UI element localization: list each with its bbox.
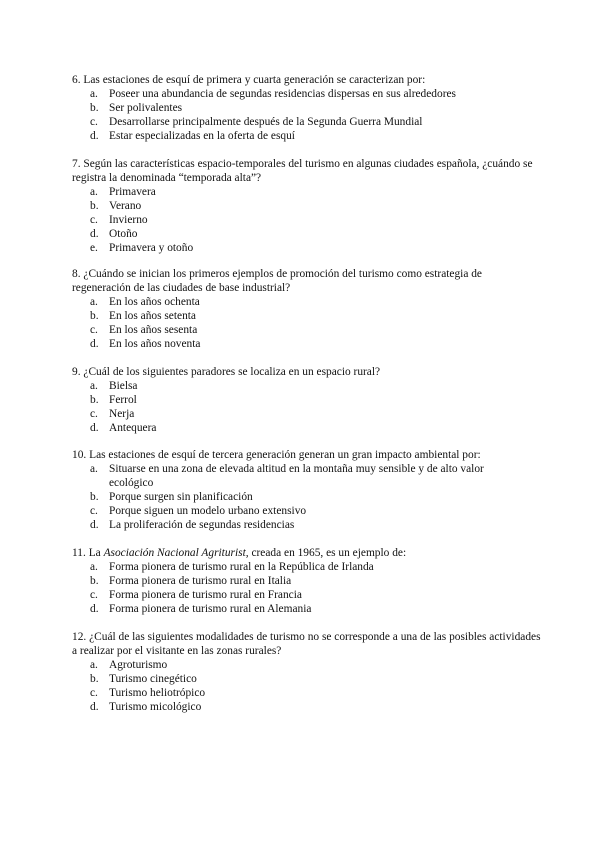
option-item: c. Nerja <box>90 408 135 420</box>
question-12 <box>72 630 542 714</box>
option-item: a. Bielsa <box>90 380 138 392</box>
option-item: c. En los años sesenta <box>90 324 198 336</box>
question-11 <box>72 546 542 616</box>
option-item: a. Poseer una abundancia de segundas residencias dispersas en sus alrededores <box>90 88 456 100</box>
option-item: c. Forma pionera de turismo rural en Francia <box>90 589 302 601</box>
question-10 <box>72 448 542 532</box>
question-text: 11. La Asociación Nacional Agriturist, creada en 1965, es un ejemplo de: <box>72 547 407 559</box>
option-list <box>72 462 542 532</box>
question-text: 10. Las estaciones de esquí de tercera generación generan un gran impacto ambiental por: <box>72 449 481 461</box>
option-list <box>72 560 542 616</box>
option-item: a. Primavera <box>90 186 156 198</box>
question-6 <box>72 73 542 143</box>
option-item: d. Antequera <box>90 422 157 434</box>
option-item: b. Turismo cinegético <box>90 673 197 685</box>
option-item: b. Verano <box>90 200 142 212</box>
option-item: c. Invierno <box>90 214 148 226</box>
option-item: e. Primavera y otoño <box>90 242 194 254</box>
option-item: d. Turismo micológico <box>90 701 202 713</box>
option-item: b. En los años setenta <box>90 310 196 322</box>
option-item: d. Otoño <box>90 228 138 240</box>
option-item: d. La proliferación de segundas residencias <box>90 519 295 531</box>
option-item: d. En los años noventa <box>90 338 201 350</box>
question-text: 6. Las estaciones de esquí de primera y cuarta generación se caracterizan por: <box>72 74 426 86</box>
option-item: c. Desarrollarse principalmente después de la Segunda Guerra Mundial <box>90 116 423 128</box>
option-item: d. Estar especializadas en la oferta de esquí <box>90 130 295 142</box>
option-item: b. Porque surgen sin planificación <box>90 491 253 503</box>
option-item: a. Agroturismo <box>90 659 168 671</box>
option-item: b. Ferrol <box>90 394 137 406</box>
option-list <box>72 295 542 351</box>
option-list <box>72 185 542 255</box>
option-item: a. En los años ochenta <box>90 296 200 308</box>
question-9 <box>72 365 542 435</box>
question-8 <box>72 267 542 351</box>
option-item: a. Situarse en una zona de elevada altitud en la montaña muy sensible y de alto valor ecológico <box>90 463 484 489</box>
option-list <box>72 379 542 435</box>
option-list <box>72 87 542 143</box>
option-item: c. Porque siguen un modelo urbano extensivo <box>90 505 307 517</box>
organization-name: Asociación Nacional Agriturist, <box>103 547 249 559</box>
option-item: a. Forma pionera de turismo rural en la República de Irlanda <box>90 561 374 573</box>
question-text: 8. ¿Cuándo se inician los primeros ejemplos de promoción del turismo como estrategia de regeneración de las ciudades de base industrial? <box>72 268 482 294</box>
option-list <box>72 658 542 714</box>
question-text: 12. ¿Cuál de las siguientes modalidades de turismo no se corresponde a una de las posibles actividades a realizar por el visitante en las zonas rurales? <box>72 631 541 657</box>
question-7 <box>72 157 542 255</box>
option-item: d. Forma pionera de turismo rural en Alemania <box>90 603 312 615</box>
option-item: c. Turismo heliotrópico <box>90 687 206 699</box>
question-text: 7. Según las características espacio-temporales del turismo en algunas ciudades española, ¿cuándo se registra la denominada “temporada alta”? <box>72 158 533 184</box>
option-item: b. Ser polivalentes <box>90 102 183 114</box>
option-item: b. Forma pionera de turismo rural en Italia <box>90 575 292 587</box>
question-text: 9. ¿Cuál de los siguientes paradores se localiza en un espacio rural? <box>72 366 381 378</box>
